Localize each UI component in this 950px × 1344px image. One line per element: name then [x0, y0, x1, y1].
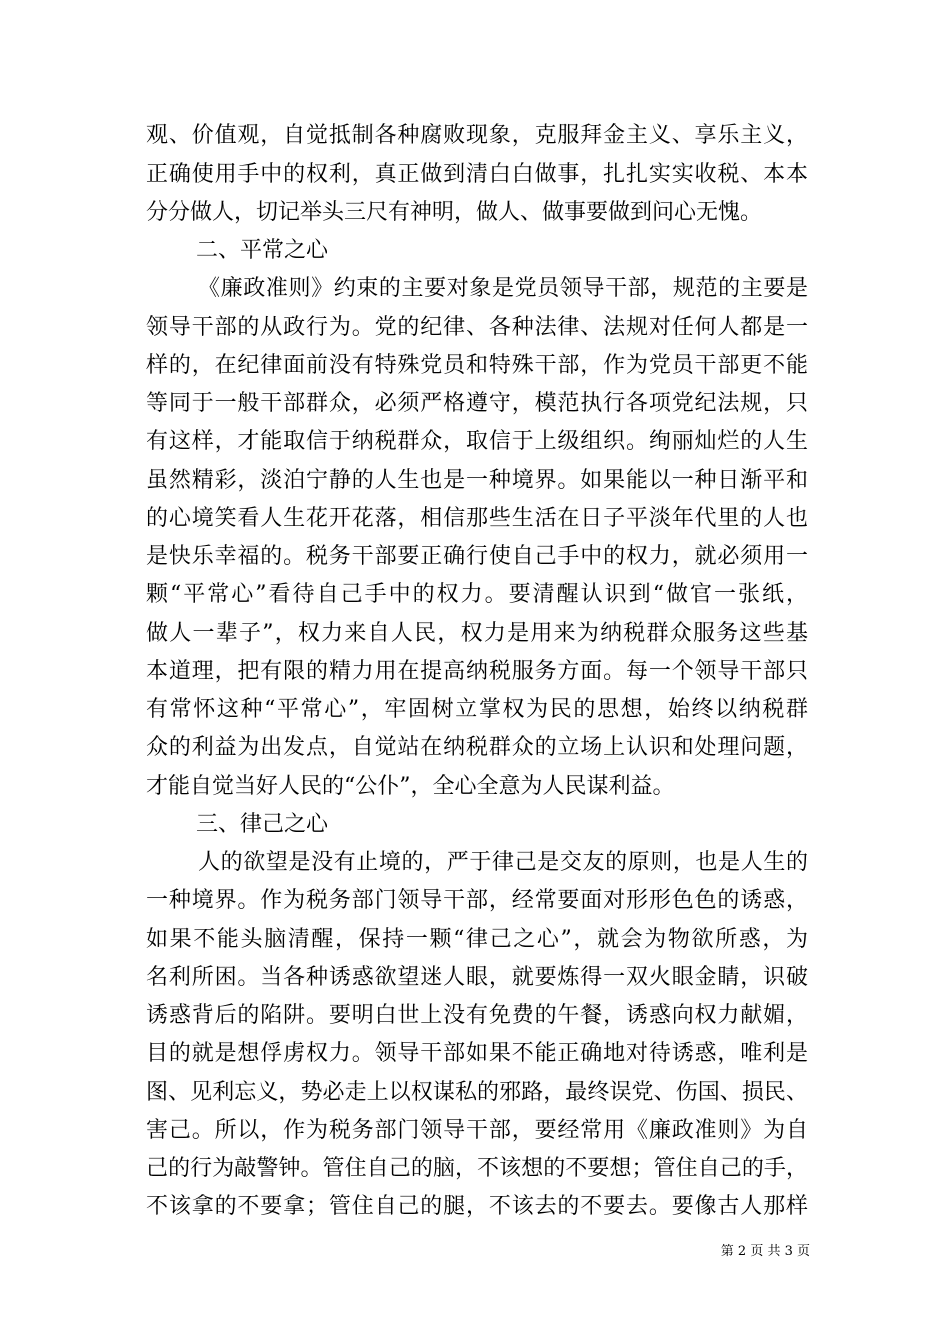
text-line: 名利所困。当各种诱惑欲望迷人眼，就要炼得一双火眼金睛，识破	[146, 965, 808, 990]
text-line: 一种境界。作为税务部门领导干部，经常要面对形形色色的诱惑，	[146, 888, 808, 913]
text-line: 众的利益为出发点，自觉站在纳税群众的立场上认识和处理问题，	[146, 735, 808, 760]
text-line: 颗“平常心”看待自己手中的权力。要清醒认识到“做官一张纸，	[146, 582, 808, 607]
text-line: 害己。所以，作为税务部门领导干部，要经常用《廉政准则》为自	[146, 1118, 808, 1143]
text-line: 己的行为敲警钟。管住自己的脑，不该想的不要想；管住自己的手，	[146, 1156, 808, 1181]
text-line: 领导干部的从政行为。党的纪律、各种法律、法规对任何人都是一	[146, 315, 808, 340]
text-line: 等同于一般干部群众，必须严格遵守，模范执行各项党纪法规，只	[146, 391, 808, 416]
text-line: 是快乐幸福的。税务干部要正确行使自己手中的权力，就必须用一	[146, 544, 808, 569]
section-heading: 三、律己之心	[196, 812, 329, 837]
section-heading: 二、平常之心	[196, 238, 329, 263]
text-line: 不该拿的不要拿；管住自己的腿，不该去的不要去。要像古人那样	[146, 1194, 808, 1219]
text-line: 如果不能头脑清醒，保持一颗“律己之心”，就会为物欲所惑，为	[146, 927, 808, 952]
text-line: 有常怀这种“平常心”，牢固树立掌权为民的思想，始终以纳税群	[146, 697, 808, 722]
text-line: 人的欲望是没有止境的，严于律己是交友的原则，也是人生的	[198, 850, 808, 875]
text-line: 分分做人，切记举头三尺有神明，做人、做事要做到问心无愧。	[146, 200, 763, 225]
text-line: 图、见利忘义，势必走上以权谋私的邪路，最终误党、伤国、损民、	[146, 1080, 808, 1105]
text-line: 目的就是想俘虏权力。领导干部如果不能正确地对待诱惑，唯利是	[146, 1041, 808, 1066]
text-line: 虽然精彩，淡泊宁静的人生也是一种境界。如果能以一种日渐平和	[146, 468, 808, 493]
text-line: 本道理，把有限的精力用在提高纳税服务方面。每一个领导干部只	[146, 659, 808, 684]
text-line: 的心境笑看人生花开花落，相信那些生活在日子平淡年代里的人也	[146, 506, 808, 531]
text-line: 有这样，才能取信于纳税群众，取信于上级组织。绚丽灿烂的人生	[146, 429, 808, 454]
text-line: 才能自觉当好人民的“公仆”，全心全意为人民谋利益。	[146, 774, 675, 799]
text-line: 观、价值观，自觉抵制各种腐败现象，克服拜金主义、享乐主义，	[146, 123, 808, 148]
page-number: 第 2 页 共 3 页	[720, 1244, 810, 1259]
text-line: 做人一辈子”，权力来自人民，权力是用来为纳税群众服务这些基	[146, 621, 808, 646]
text-line: 样的，在纪律面前没有特殊党员和特殊干部，作为党员干部更不能	[146, 353, 808, 378]
text-line: 《廉政准则》约束的主要对象是党员领导干部，规范的主要是	[198, 276, 808, 301]
text-line: 诱惑背后的陷阱。要明白世上没有免费的午餐，诱惑向权力献媚，	[146, 1003, 808, 1028]
text-line: 正确使用手中的权利，真正做到清白白做事，扎扎实实收税、本本	[146, 162, 808, 187]
